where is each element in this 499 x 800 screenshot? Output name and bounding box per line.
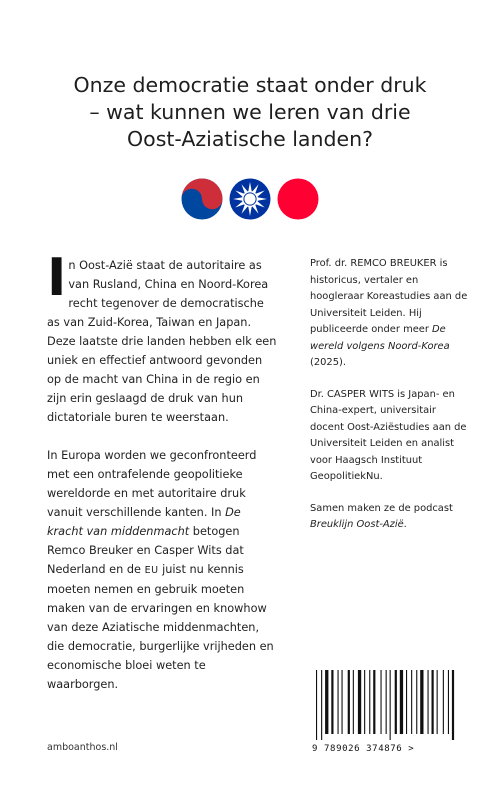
- emblem-row: [0, 178, 499, 220]
- barcode-bar: [364, 670, 365, 734]
- breuker-book-title: De wereld volgens Noord-Korea: [310, 324, 450, 352]
- blurb-paragraph-1: [47, 248, 277, 427]
- headline-line-1: Onze democratie staat onder druk: [73, 73, 427, 97]
- barcode-bar: [358, 670, 361, 734]
- blurb-paragraph-2-text-b: betogen Remco Breuker en Casper Wits dat Nederland en de: [47, 525, 244, 576]
- blue-sky-white-sun-icon: [229, 178, 271, 220]
- hinomaru-icon: [277, 178, 319, 220]
- barcode-bar: [386, 670, 387, 734]
- blurb-paragraph-2-text-c: juist nu kennis moeten nemen en gebruik moeten maken van de ervaringen en knowhow van deze Aziatische middenmachten, die democratie, burgerlijke vrijheden en economische bloei weten te waarborgen.: [47, 563, 274, 691]
- barcode-bar: [381, 670, 382, 734]
- headline-line-3: Oost-Aziatische landen?: [127, 127, 373, 151]
- barcode-bar: [432, 670, 434, 734]
- barcode-bar: [369, 670, 370, 734]
- barcode-bar: [443, 670, 444, 734]
- blurb-paragraph-1-text: n Oost-Azië staat de autoritaire as van Rusland, China en Noord-Korea recht tegenover de democratische as van Zuid-Korea, Taiwan en Japan. Deze laatste drie landen hebben elk een uniek en effectief antwoord gevonden op de macht van China in de regio en zijn erin geslaagd de druk van hun dictatoriale buren te weerstaan.: [47, 259, 277, 424]
- blurb-paragraph-2: [47, 446, 277, 694]
- podcast-note-text-b: .: [403, 519, 407, 530]
- barcode-bar: [411, 670, 412, 734]
- barcode-bar: [428, 670, 429, 734]
- barcode-bars: [312, 670, 472, 742]
- barcode-bar: [353, 670, 354, 734]
- barcode-bar: [395, 670, 397, 734]
- bio-breuker: [310, 256, 470, 372]
- drop-cap: I: [47, 248, 67, 308]
- barcode-bar: [331, 670, 333, 734]
- bio-breuker-text-a: Prof. dr. REMCO BREUKER is historicus, vertaler en hoogleraar Koreastudies aan de Universiteit Leiden. Hij publiceerde onder meer: [310, 258, 468, 335]
- barcode-bar: [321, 670, 322, 740]
- barcode-bar: [348, 670, 350, 734]
- headline-line-2: – wat kunnen we leren van drie: [89, 100, 411, 124]
- barcode-bar: [325, 670, 328, 734]
- bio-wits: Dr. CASPER WITS is Japan- en China-expert, universitair docent Oost-Aziëstudies aan de Universiteit Leiden en analist voor Haagsch Instituut GeopolitiekNu.: [310, 388, 467, 482]
- barcode-bar: [416, 670, 417, 734]
- eu-abbreviation: EU: [144, 565, 159, 576]
- barcode-bar: [316, 670, 317, 740]
- isbn-number: 9 789026 374876 >: [312, 744, 415, 754]
- blurb-paragraph-2-text-a: In Europa worden we geconfronteerd met een ontrafelende geopolitieke wereldorde en met autoritaire druk vanuit verschillende kanten. In: [47, 449, 257, 519]
- barcode-bar: [390, 670, 391, 740]
- author-bios: [310, 256, 470, 549]
- bio-breuker-text-b: (2025).: [310, 357, 346, 368]
- podcast-title: Breuklijn Oost-Azië: [310, 519, 404, 530]
- barcode-bar: [448, 670, 449, 734]
- barcode-bar: [373, 670, 375, 734]
- barcode-bar: [338, 670, 339, 734]
- taegeuk-icon: [181, 178, 223, 220]
- isbn-barcode: [312, 670, 472, 770]
- barcode-bar: [406, 670, 407, 734]
- barcode-bar: [452, 670, 454, 740]
- publisher-website[interactable]: amboanthos.nl: [47, 742, 118, 753]
- barcode-bar: [400, 670, 403, 734]
- podcast-note: [310, 501, 470, 534]
- barcode-bar: [437, 670, 438, 734]
- back-cover-headline: [40, 72, 460, 153]
- barcode-bar: [342, 670, 343, 734]
- podcast-note-text-a: Samen maken ze de podcast: [310, 502, 453, 514]
- blurb-column: [47, 248, 277, 713]
- barcode-bar: [420, 670, 423, 734]
- book-title: De kracht van middenmacht: [47, 506, 241, 538]
